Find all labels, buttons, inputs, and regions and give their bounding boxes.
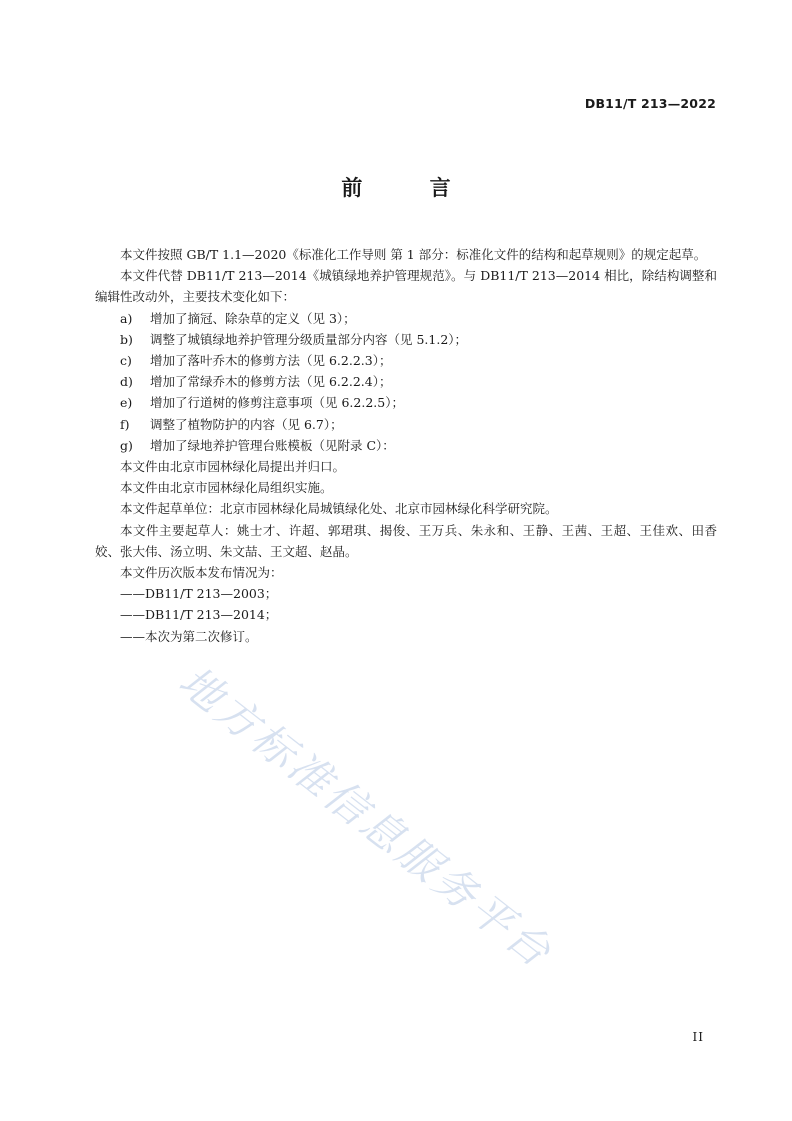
intro-paragraph: 本文件代替 DB11/T 213—2014《城镇绿地养护管理规范》。与 DB11/T 213—2014 相比，除结构调整和编辑性改动外，主要技术变化如下： <box>95 268 717 305</box>
list-item-text: 增加了绿地养护管理台账模板（见附录 C）： <box>150 437 395 453</box>
organizer-statement: 本文件由北京市园林绿化局组织实施。 <box>120 480 333 496</box>
list-item <box>95 371 717 392</box>
drafting-units: 本文件起草单位：北京市园林绿化局城镇绿化处、北京市园林绿化科学研究院。 <box>120 501 558 517</box>
watermark: 地方标准信息服务平台 <box>169 656 563 979</box>
list-marker: g) <box>120 437 133 453</box>
list-item-text: 增加了行道树的修剪注意事项（见 6.2.2.5）； <box>150 395 404 411</box>
history-item: ——DB11/T 213—2014； <box>120 607 278 623</box>
list-item <box>95 414 717 435</box>
list-marker: b) <box>120 331 133 347</box>
list-item-text: 调整了植物防护的内容（见 6.7）； <box>150 416 343 432</box>
list-item <box>95 392 717 413</box>
proposer-statement: 本文件由北京市园林绿化局提出并归口。 <box>120 459 346 475</box>
document-body <box>95 244 717 647</box>
intro-paragraph: 本文件按照 GB/T 1.1—2020《标准化工作导则 第 1 部分：标准化文件的结构和起草规则》的规定起草。 <box>120 247 707 262</box>
history-item: ——本次为第二次修订。 <box>120 628 258 644</box>
list-marker: c) <box>120 353 132 369</box>
list-marker: d) <box>120 374 133 390</box>
list-marker: e) <box>120 395 133 411</box>
list-item-text: 增加了摘冠、除杂草的定义（见 3）； <box>150 310 356 326</box>
list-item-text: 调整了城镇绿地养护管理分级质量部分内容（见 5.1.2）； <box>150 331 468 347</box>
list-item <box>95 329 717 350</box>
list-marker: a) <box>120 310 133 326</box>
page-number: II <box>692 1030 704 1044</box>
list-item <box>95 435 717 456</box>
list-item-text: 增加了落叶乔木的修剪方法（见 6.2.2.3）； <box>150 353 392 369</box>
history-item: ——DB11/T 213—2003； <box>120 586 278 602</box>
history-intro: 本文件历次版本发布情况为： <box>120 565 283 581</box>
list-item <box>95 308 717 329</box>
page-title: 前 言 <box>341 176 481 200</box>
list-item-text: 增加了常绿乔木的修剪方法（见 6.2.2.4）； <box>150 374 392 390</box>
list-item <box>95 350 717 371</box>
list-marker: f) <box>120 416 130 432</box>
document-code: DB11/T 213—2022 <box>584 96 716 111</box>
drafters: 本文件主要起草人：姚士才、许超、郭珺琪、揭俊、王万兵、朱永和、王静、王茜、王超、王佳欢、田香姣、张大伟、汤立明、朱文喆、王文超、赵晶。 <box>95 522 717 559</box>
